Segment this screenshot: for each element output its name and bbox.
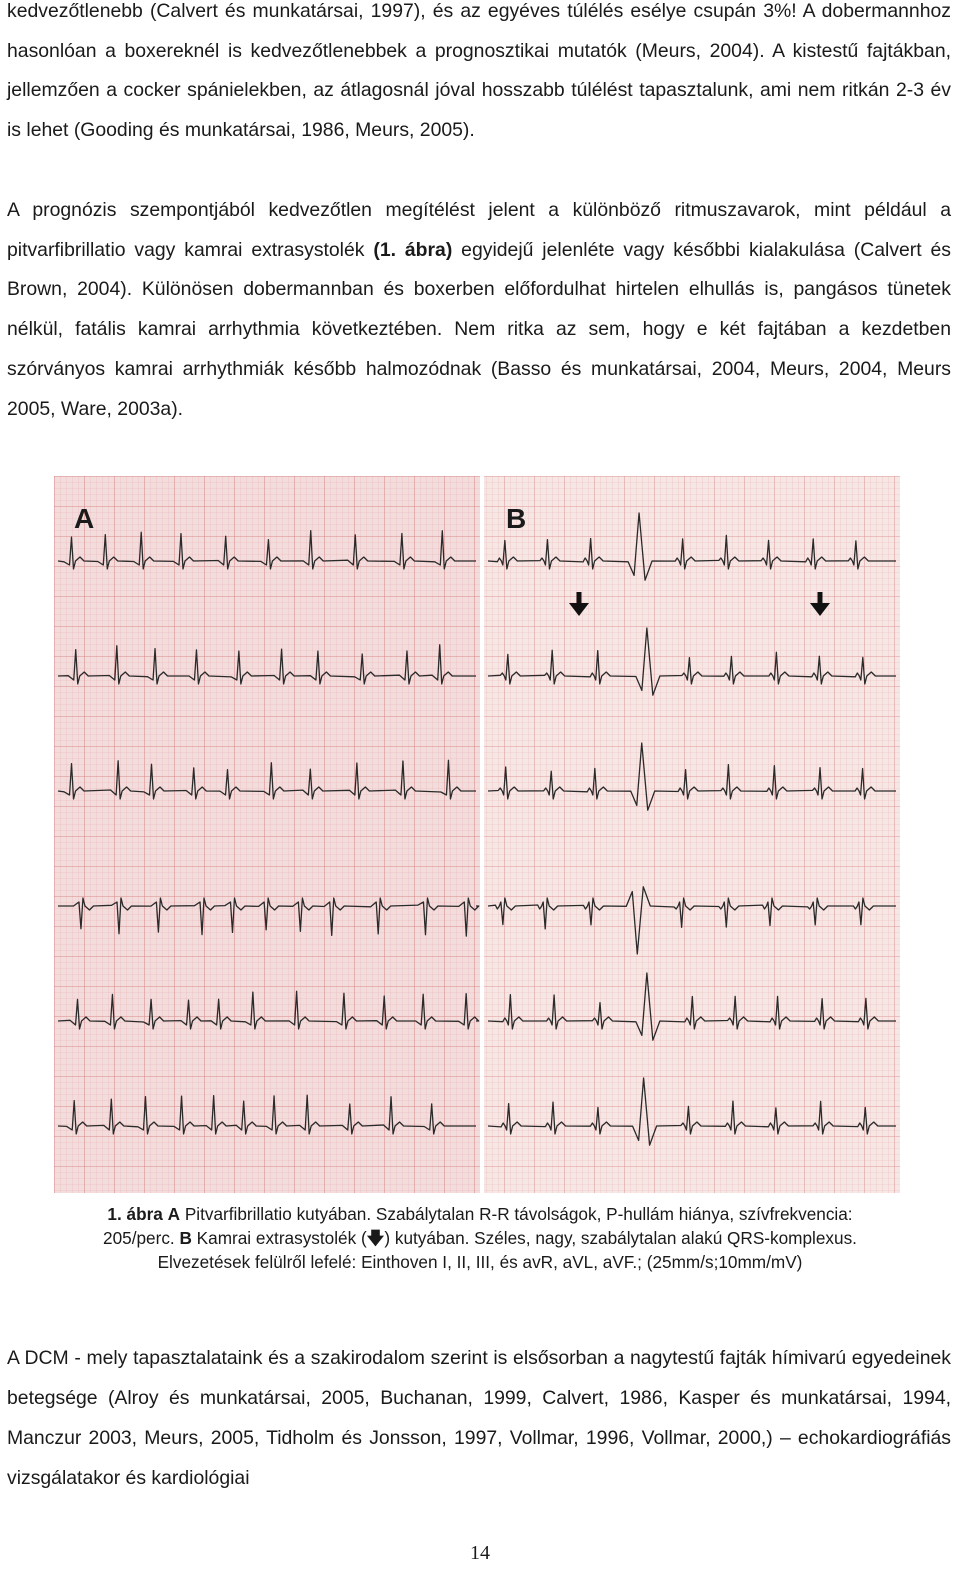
panel-a-label: A bbox=[74, 503, 95, 534]
caption-line-1 bbox=[0, 1202, 960, 1226]
caption-text: ) kutyában. Széles, nagy, szabálytalan alakú QRS-komplexus. bbox=[384, 1228, 857, 1248]
caption-text: 205/perc. bbox=[103, 1228, 180, 1248]
figure-reference: (1. ábra) bbox=[373, 238, 453, 261]
down-arrow-icon: 🡇 bbox=[366, 1228, 385, 1248]
caption-text: Kamrai extrasystolék ( bbox=[191, 1228, 367, 1248]
ecg-figure bbox=[54, 476, 900, 1193]
paragraph-arrhythmia bbox=[7, 191, 951, 429]
ecg-grid-a bbox=[54, 476, 480, 1193]
ecg-grid-b bbox=[484, 476, 900, 1193]
caption-line-2 bbox=[0, 1226, 960, 1250]
paragraph-text: A prognózis szempontjából kedvezőtlen megítélést jelent a különböző ritmuszavarok, mint például a pitvarfibrillatio vagy kamrai extrasystolék bbox=[7, 199, 951, 261]
panel-divider bbox=[480, 476, 484, 1193]
ecg-image bbox=[54, 476, 900, 1193]
caption-figure-label: 1. ábra bbox=[107, 1204, 163, 1224]
figure-caption bbox=[0, 1202, 960, 1274]
caption-panel-b: B bbox=[179, 1228, 192, 1248]
caption-text: Pitvarfibrillatio kutyában. Szabálytalan R-R távolságok, P-hullám hiánya, szívfrekvencia: bbox=[180, 1204, 853, 1224]
caption-panel-a: A bbox=[167, 1204, 181, 1224]
paragraph-dcm: A DCM - mely tapasztalataink és a szakirodalom szerint is elsősorban a nagytestű fajták hímivarú egyedeinek betegsége (Alroy és munkatársai, 2005, Buchanan, 1999, Calvert, 1986, Kasper és munkatársai, 1994, Manczur 2003, Meurs, 2005, Tidholm és Jonsson, 1997, Vollmar, 1996, Vollmar, 2000,) – echokardiográfiás vizsgálatakor és kardiológiai bbox=[7, 1347, 951, 1489]
page-number: 14 bbox=[470, 1542, 490, 1564]
paragraph-prognosis: kedvezőtlenebb (Calvert és munkatársai, 1997), és az egyéves túlélés esélye csupán 3%! A dobermannhoz hasonlóan a boxereknél is kedvezőtlenebbek a prognosztikai mutatók (Meurs, 2004). A kistestű fajtákban, jellemzően a cocker spánielekben, az átlagosnál jóval hosszabb túlélést tapasztalunk, ami nem ritkán 2-3 év is lehet (Gooding és munkatársai, 1986, Meurs, 2005). bbox=[7, 0, 951, 142]
paragraph-text: egyidejű jelenléte vagy későbbi kialakulása (Calvert és Brown, 2004). Különösen dobermannban és boxerben előfordulhat hirtelen elhullás is, pangásos tünetek nélkül, fatális kamrai arrhythmia következtében. Nem ritka az sem, hogy e két fajtában a kezdetben szórványos kamrai arrhythmiák később halmozódnak (Basso és munkatársai, 2004, Meurs, 2004, Meurs 2005, Ware, 2003a). bbox=[7, 238, 951, 420]
panel-b-label: B bbox=[506, 503, 527, 534]
caption-line-3: Elvezetések felülről lefelé: Einthoven I, II, III, és avR, aVL, aVF.; (25mm/s;10mm/mV) bbox=[157, 1252, 803, 1272]
